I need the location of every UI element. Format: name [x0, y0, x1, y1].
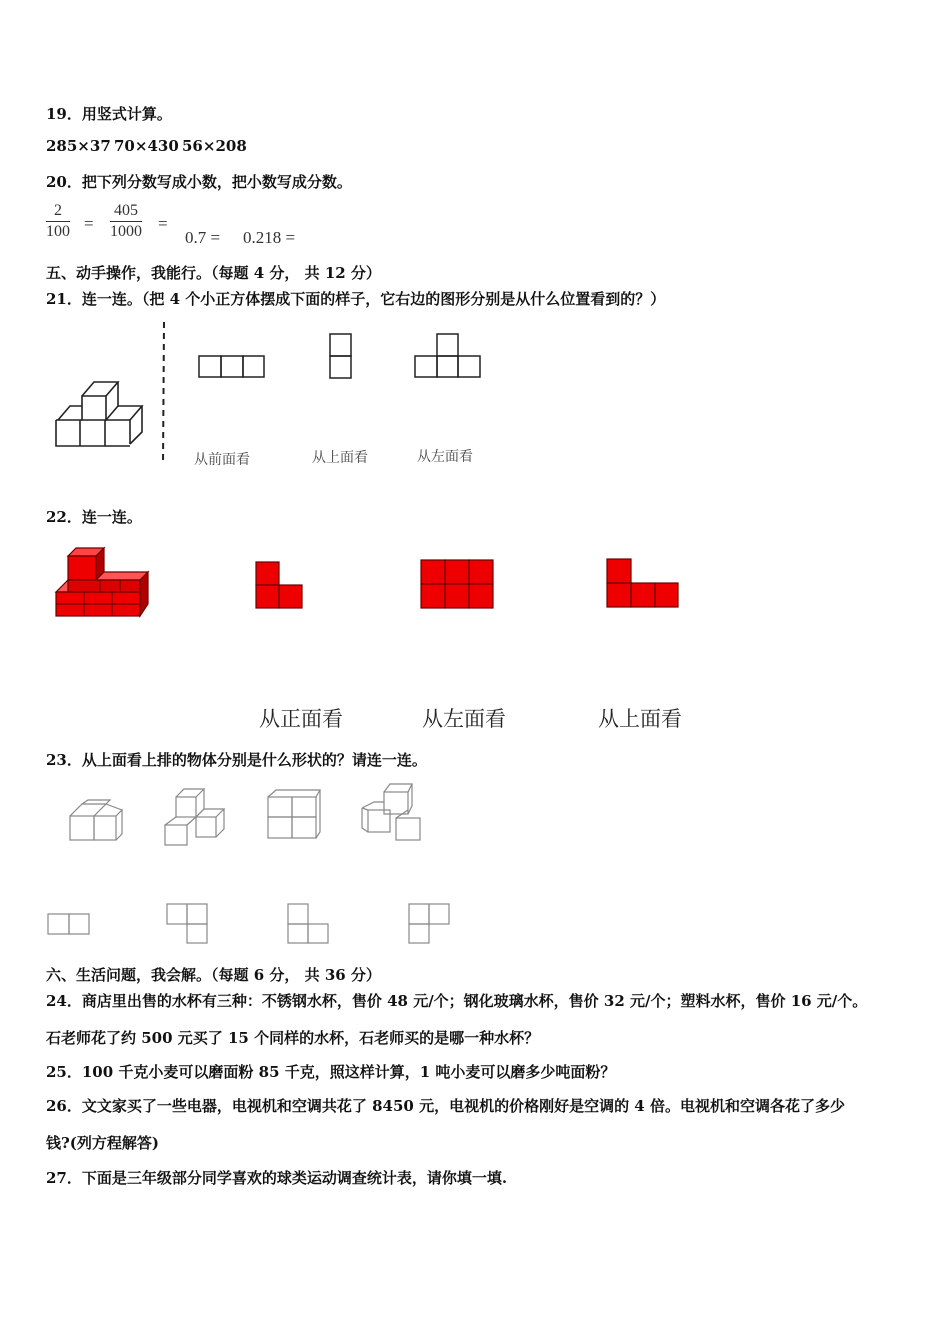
- equals-1: =: [84, 214, 94, 233]
- q23-object-4: [362, 784, 420, 840]
- q22-label-front: 从正面看: [259, 707, 343, 731]
- q22-label-left: 从左面看: [422, 707, 506, 731]
- q24-line-1: 24．商店里出售的水杯有三种：不锈钢水杯，售价 48 元/个；钢化玻璃水杯，售价 32 元/个；塑料水杯，售价 16 元/个。: [46, 992, 868, 1010]
- q25-text: 25．100 千克小麦可以磨面粉 85 千克，照这样计算，1 吨小麦可以磨多少吨面粉？: [46, 1063, 616, 1081]
- q23-top-view-1: [48, 914, 89, 934]
- q23-object-2: [165, 789, 224, 845]
- q24-line-2: 石老师花了约 500 元买了 15 个同样的水杯，石老师买的是哪一种水杯？: [46, 1029, 540, 1047]
- q19-expr-3: 56×208: [182, 137, 247, 155]
- q22-label-top: 从上面看: [598, 707, 682, 731]
- q23-top-view-4: [409, 904, 449, 943]
- fraction-2-denominator: 1000: [110, 223, 142, 240]
- q27-text: 27．下面是三年级部分同学喜欢的球类运动调查统计表，请你填一填.: [46, 1169, 508, 1187]
- q23-object-3: [268, 790, 320, 838]
- decimal-1: 0.7 =: [185, 228, 221, 247]
- q23-object-1: [70, 800, 122, 840]
- q23-top-view-2: [167, 904, 207, 943]
- q26-line-2: 钱?(列方程解答): [46, 1134, 159, 1152]
- q19-title: 19．用竖式计算。: [46, 105, 172, 123]
- equals-2: =: [158, 214, 168, 233]
- q21-label-front: 从前面看: [194, 452, 250, 468]
- q23-figure: [0, 0, 480, 950]
- q23-title: 23．从上面看上排的物体分别是什么形状的？请连一连。: [46, 751, 427, 769]
- decimal-2: 0.218 =: [243, 228, 296, 247]
- q21-label-top: 从上面看: [312, 450, 368, 466]
- q21-title: 21．连一连。（把 4 个小正方体摆成下面的样子，它右边的图形分别是从什么位置看到的？）: [46, 290, 666, 308]
- section-5-heading: 五、动手操作，我能行。（每题 4 分， 共 12 分）: [46, 264, 381, 282]
- q23-top-view-3: [288, 904, 328, 943]
- fraction-2-numerator: 405: [110, 202, 142, 222]
- fraction-1-numerator: 2: [46, 202, 70, 222]
- fraction-1-denominator: 100: [46, 223, 70, 240]
- q22-view-long-l-shape: [607, 559, 678, 607]
- q22-title: 22．连一连。: [46, 508, 142, 526]
- q21-label-left: 从左面看: [417, 449, 473, 465]
- q19-expr-2: 70×430: [114, 137, 179, 155]
- q26-line-1: 26．文文家买了一些电器，电视机和空调共花了 8450 元，电视机的价格刚好是空调的 4 倍。电视机和空调各花了多少: [46, 1097, 845, 1115]
- q19-expr-1: 285×37: [46, 137, 111, 155]
- section-6-heading: 六、生活问题，我会解。（每题 6 分， 共 36 分）: [46, 966, 381, 984]
- q20-title: 20．把下列分数写成小数，把小数写成分数。: [46, 173, 352, 191]
